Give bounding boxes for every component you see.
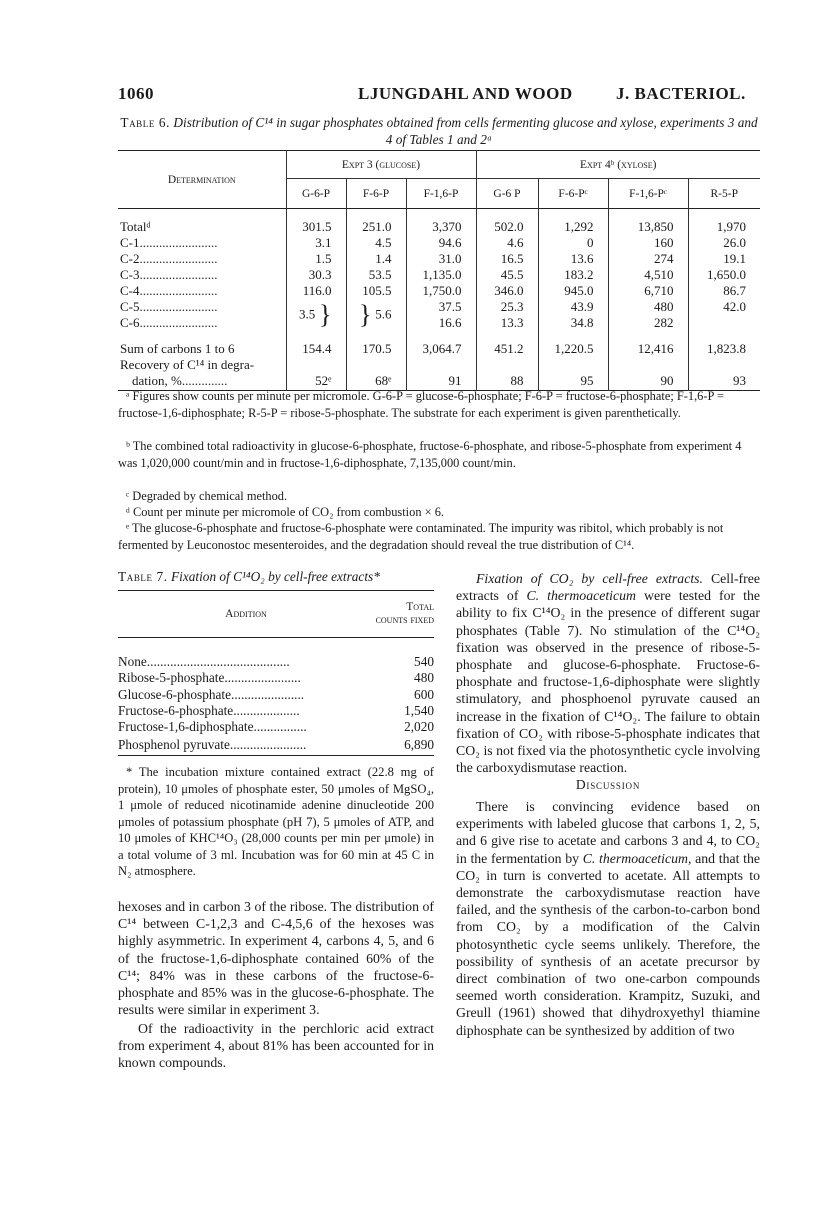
counts-header: Total counts fixed (375, 601, 434, 626)
table-row: Recovery of C¹⁴ in degra- (118, 357, 760, 373)
table-row: Fructose-6-phosphate.................... 1,540 (118, 702, 434, 718)
c56-merged-f6p: } 5.6 (346, 299, 406, 331)
table-row: Phosphenol pyruvate....................... 6,890 (118, 735, 434, 756)
expt4-header: Expt 4ᵇ (xylose) (476, 151, 760, 179)
table7 (118, 590, 434, 756)
table7-caption (118, 568, 434, 585)
addition-header: Addition (225, 608, 267, 620)
table7-footnote: * The incubation mixture contained extract (22.8 mg of protein), 10 μmoles of phosphate ester, 50 μmoles of MgSO₄, 1 μmole of reduced nicotinamide adenine dinucleotide 200 μmoles of potassium phosphate (pH 7), 5 μmoles of ATP, and 10 μmoles of KHC¹⁴O₃ (28,000 counts per min per μmole) in a total volume of 3 ml. Incubation was for 60 min at 45 C in N₂ atmosphere. (118, 765, 434, 878)
table-row: C-3........................ 30.3 53.5 1,135.0 45.5 183.2 4,510 1,650.0 (118, 267, 760, 283)
table-row: Totalᵈ 301.5 251.0 3,370 502.0 1,292 13,850 1,970 (118, 219, 760, 235)
table-row: Glucose-6-phosphate...................... 600 (118, 686, 434, 702)
col-header: G-6 P (476, 179, 538, 209)
left-paragraph-2: Of the radioactivity in the perchloric acid extract from experiment 4, about 81% has been accounted for in known compounds. (118, 1021, 434, 1071)
table6-footnote-b: ᵇ The combined total radioactivity in glucose-6-phosphate, fructose-6-phosphate, and ribose-5-phosphate from experiment 4 was 1,020,000 count/min and in fructose-1,6-diphosphate, 7,135,000 count/min. (118, 439, 742, 470)
table6-footnote-a: ᵃ Figures show counts per minute per micromole. G-6-P = glucose-6-phosphate; F-6-P = fructose-6-phosphate; F-1,6-P = fructose-1,6-diphosphate; R-5-P = ribose-5-phosphate. The substrate for each experiment is given parenthetically. (118, 389, 725, 420)
journal-name: J. BACTERIOL. (616, 84, 746, 103)
table-row: C-6........................ 16.6 13.3 34.8 282 (118, 315, 760, 331)
table-row: Sum of carbons 1 to 6 154.4 170.5 3,064.7 451.2 1,220.5 12,416 1,823.8 (118, 341, 760, 357)
table-row: dation, %.............. 52ᵉ 68ᵉ 91 88 95 90 93 (118, 373, 760, 391)
col-header: R-5-P (688, 179, 760, 209)
discussion-paragraph: There is convincing evidence based on experiments with labeled glucose that carbons 1, 2, 5, and 6 give rise to acetate and carbons 3 and 4, to CO₂ in the fermentation by C. thermoaceticum, and that the CO₂ in turn is converted to acetate. All attempts to demonstrate the carboxydismutase reaction have failed, and the synthesis of the carbon-to-carbon bond from CO₂ by a modification of the Calvin photosynthetic cycle seems unlikely. Therefore, the possibility of synthesis of an acetate precursor by direct combination of two one-carbon compounds seemed worth consideration. Krampitz, Suzuki, and Greull (1961) showed that dihydroxyethyl thiamine diphosphate can be synthesized by addition of two (456, 799, 760, 1038)
table6-footnote-d: ᵈ Count per minute per micromole of CO₂ from combustion × 6. (126, 505, 444, 519)
page-number: 1060 (118, 84, 154, 103)
table7-caption-text: Fixation of C¹⁴O₂ by cell-free extracts* (171, 569, 380, 584)
determination-header: Determination (167, 173, 236, 186)
table6-label: Table 6. (120, 115, 171, 130)
table6-footnote-c: ᶜ Degraded by chemical method. (126, 489, 288, 503)
col-header: F-1,6-P (406, 179, 476, 209)
table6-footnote-e: ᵉ The glucose-6-phosphate and fructose-6-phosphate were contaminated. The impurity was ribitol, which probably is not fermented by Leuconostoc mesenteroides, and the degradation should reveal the true distribution of C¹⁴. (118, 521, 724, 552)
table6-caption-text: Distribution of C¹⁴ in sugar phosphates obtained from cells fermenting glucose and xylose, experiments 3 and 4 of Tables 1 and 2ᵃ (173, 115, 758, 147)
col-header: F-6-P (346, 179, 406, 209)
table-row: C-1........................ 3.1 4.5 94.6 4.6 0 160 26.0 (118, 235, 760, 251)
table-row: None........................................... 540 (118, 654, 434, 670)
left-paragraph-1: hexoses and in carbon 3 of the ribose. The distribution of C¹⁴ between C-1,2,3 and C-4,5,6 of the hexoses was highly asymmetric. In experiment 4, carbons 4, 5, and 6 of the fructose-1,6-diphosphate contained 60% of the C¹⁴; 84% was in these carbons of the fructose-6-phosphate and 85% was in the glucose-6-phosphate. The results were similar in experiment 3. (118, 899, 434, 1018)
fixation-title: Fixation of CO₂ by cell-free extracts. (476, 571, 703, 586)
col-header: G-6-P (286, 179, 346, 209)
col-header: F-1,6-Pᶜ (608, 179, 688, 209)
table-row: C-4........................ 116.0 105.5 1,750.0 346.0 945.0 6,710 86.7 (118, 283, 760, 299)
brace-icon: } (319, 299, 332, 329)
fixation-paragraph: Fixation of CO₂ by cell-free extracts. Cell-free extracts of C. thermoaceticum were tested for the ability to fix C¹⁴O₂ in the presence of different sugar phosphates (Table 7). No stimulation of the C¹⁴O₂ fixation was observed in the presence of ribose-5-phosphate and glucose-6-phosphate. Fructose-6-phosphate and fructose-1,6-diphosphate were slightly stimulatory, and phosphoenol pyruvate caused an increase in the fixation of C¹⁴O₂. The failure to obtain fixation of CO₂ with ribose-5-phosphate indicates that CO₂ is not fixed via the photosynthetic cycle involving the carboxydismutase reaction. (456, 571, 760, 776)
c56-merged-g6p: 3.5 } (286, 299, 346, 331)
table6 (118, 150, 760, 391)
table-row: Ribose-5-phosphate....................... 480 (118, 670, 434, 686)
table-row: C-2........................ 1.5 1.4 31.0 16.5 13.6 274 19.1 (118, 251, 760, 267)
running-head-authors: LJUNGDAHL AND WOOD (358, 84, 573, 103)
table7-label: Table 7. (118, 569, 168, 584)
expt3-header: Expt 3 (glucose) (286, 151, 476, 179)
brace-icon: } (359, 299, 372, 329)
col-header: F-6-Pᶜ (538, 179, 608, 209)
table-row: Fructose-1,6-diphosphate................ 2,020 (118, 719, 434, 735)
table-row: C-5........................ 3.5 } } 5.6 37.5 25.3 43.9 480 42.0 (118, 299, 760, 315)
table6-caption (118, 114, 760, 148)
discussion-heading: Discussion (575, 777, 641, 792)
